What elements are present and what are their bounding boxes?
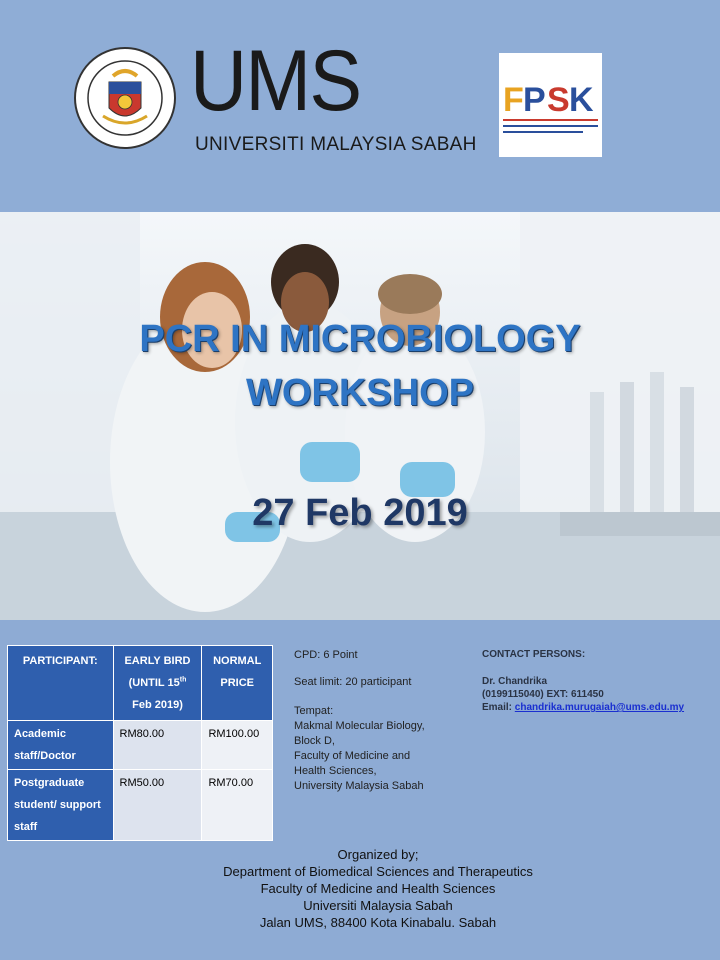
header-early-main: EARLY BIRD — [124, 655, 191, 667]
university-seal-logo — [73, 46, 177, 150]
ums-wordmark: UMS — [190, 33, 361, 129]
svg-text:S: S — [547, 81, 570, 119]
svg-text:P: P — [523, 81, 546, 119]
lab-scene-image — [0, 212, 720, 620]
lab-photo-banner — [0, 212, 720, 620]
email-link[interactable]: chandrika.murugaiah@ums.edu.my — [514, 702, 685, 713]
pricing-header-row — [8, 646, 273, 721]
header-band — [0, 0, 720, 212]
early-price-cell: RM80.00 — [113, 721, 202, 770]
participant-cell: Postgraduate student/ support staff — [8, 770, 114, 841]
venue-line: Faculty of Medicine and — [294, 750, 411, 762]
early-price-cell: RM50.00 — [113, 770, 202, 841]
venue-line: Makmal Molecular Biology, — [294, 720, 425, 732]
venue-line: University Malaysia Sabah — [294, 780, 424, 792]
organizer-line: Faculty of Medicine and Health Sciences — [260, 881, 496, 896]
header-early-bird — [113, 646, 202, 721]
workshop-date: 27 Feb 2019 — [252, 492, 468, 534]
cpd-points: CPD: 6 Point — [294, 649, 358, 661]
table-row — [8, 721, 273, 770]
organizer-line: Universiti Malaysia Sabah — [303, 898, 453, 913]
normal-price-cell: RM100.00 — [202, 721, 273, 770]
venue-line: Block D, — [294, 735, 335, 747]
workshop-title-line2: WORKSHOP — [246, 372, 474, 414]
event-details — [294, 648, 425, 794]
normal-price-cell: RM70.00 — [202, 770, 273, 841]
header-early-sub2: Feb 2019) — [132, 699, 183, 711]
university-name: UNIVERSITI MALAYSIA SABAH — [195, 134, 477, 155]
contact-heading: CONTACT PERSONS: — [482, 649, 586, 660]
venue-label: Tempat: — [294, 705, 334, 717]
contact-phone: (0199115040) EXT: 611450 — [482, 689, 604, 700]
workshop-title-line1: PCR IN MICROBIOLOGY — [139, 318, 581, 360]
seat-limit: Seat limit: 20 participant — [294, 676, 412, 688]
header-normal-text: NORMAL PRICE — [213, 655, 262, 689]
svg-text:K: K — [569, 81, 594, 119]
header-participant: PARTICIPANT: — [8, 646, 114, 721]
pricing-table — [7, 645, 273, 841]
contact-name: Dr. Chandrika — [482, 676, 548, 687]
faculty-logo — [499, 53, 602, 157]
header-early-sub1: (UNTIL 15 — [128, 677, 180, 689]
contact-email-row — [482, 701, 684, 714]
organizer-block — [0, 846, 720, 931]
table-row — [8, 770, 273, 841]
email-label: Email: — [482, 702, 513, 713]
contact-block — [482, 648, 684, 714]
organizer-label: Organized by; — [337, 847, 419, 862]
svg-text:F: F — [503, 81, 524, 119]
organizer-line: Department of Biomedical Sciences and Therapeutics — [223, 864, 533, 879]
participant-cell: Academic staff/Doctor — [8, 721, 114, 770]
header-early-sup: th — [179, 676, 187, 684]
organizer-line: Jalan UMS, 88400 Kota Kinabalu. Sabah — [259, 915, 497, 930]
header-normal-price — [202, 646, 273, 721]
venue-line: Health Sciences, — [294, 765, 377, 777]
